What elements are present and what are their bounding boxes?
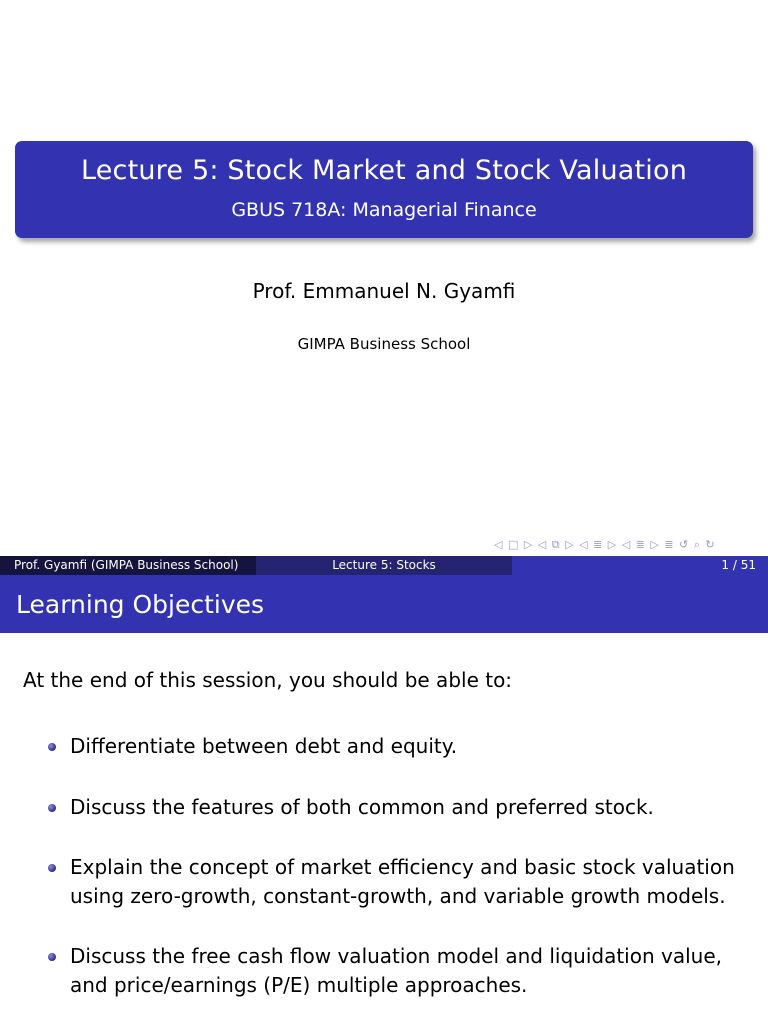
title-block <box>15 141 753 238</box>
frame-title: Learning Objectives <box>16 590 265 619</box>
list-item <box>45 732 760 761</box>
list-item-text: Differentiate between debt and equity. <box>70 734 458 758</box>
list-item <box>45 942 760 1000</box>
footline-author: Prof. Gyamfi (GIMPA Business School) <box>0 556 256 575</box>
list-item-text: Discuss the features of both common and preferred stock. <box>70 795 654 819</box>
bullet-icon <box>48 864 56 872</box>
footline-page-number: 1 / 51 <box>512 556 768 575</box>
bullet-icon <box>48 743 56 751</box>
presentation-subtitle: GBUS 718A: Managerial Finance <box>231 199 537 221</box>
footline <box>0 556 768 575</box>
list-item <box>45 853 760 911</box>
footline-short-title: Lecture 5: Stocks <box>256 556 512 575</box>
list-item-text: Discuss the free cash flow valuation model and liquidation value, and price/earnings (P/E) multiple approaches. <box>70 944 722 997</box>
presentation-title: Lecture 5: Stock Market and Stock Valuation <box>80 155 688 186</box>
bullet-icon <box>48 953 56 961</box>
frame-title-bar <box>0 575 768 633</box>
beamer-navigation-icons[interactable]: ◁ □ ▷ ◁ ⧉ ▷ ◁ ≣ ▷ ◁ ≣ ▷ ≣ ↺ ⌕ ↻ <box>494 538 716 551</box>
list-item-text: Explain the concept of market efficiency and basic stock valuation using zero-growth, constant-growth, and variable growth models. <box>70 855 735 908</box>
author-name: Prof. Emmanuel N. Gyamfi <box>252 279 516 303</box>
bullet-icon <box>48 804 56 812</box>
institute-name: GIMPA Business School <box>297 335 471 353</box>
intro-text: At the end of this session, you should be able to: <box>23 668 513 692</box>
list-item <box>45 793 760 822</box>
